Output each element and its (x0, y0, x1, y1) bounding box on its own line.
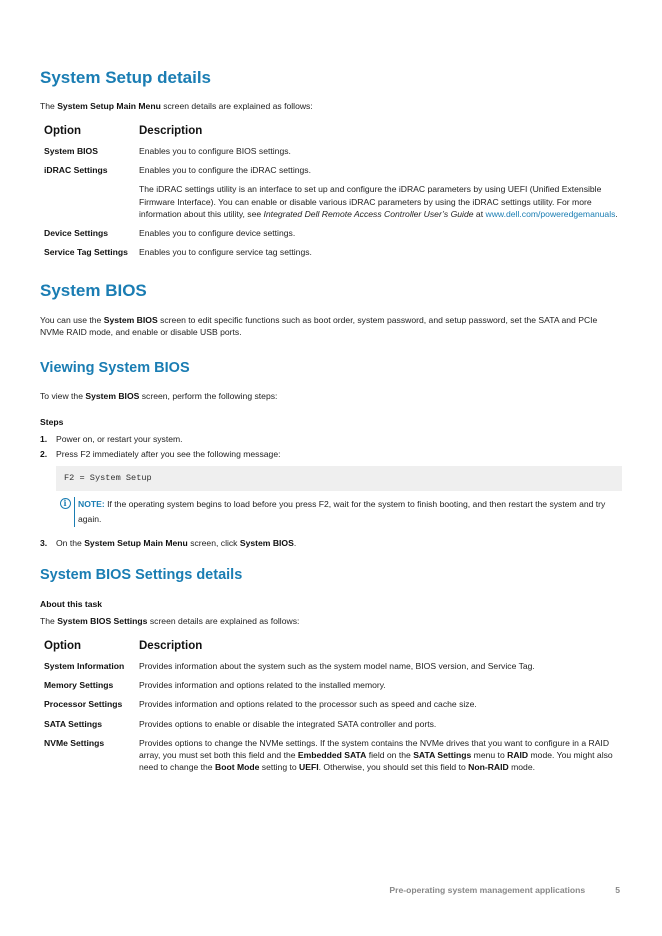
column-header-option: Option (44, 639, 82, 652)
step-text: Power on, or restart your system. (56, 433, 183, 444)
idrac-desc-extra: The iDRAC settings utility is an interface to set up and configure the iDRAC parameters by using UEFI (Unified Extensible Firmware Interface). You can enable or disable various iDRAC parameters by using the iDRAC settings utility. For more information about this utility, see Integrated Dell Remote Access Controller User’s Guide at www.dell.com/poweredgemanuals. (139, 184, 618, 219)
option-cell: Device Settings (44, 227, 108, 238)
table-row (40, 162, 622, 225)
note-text: NOTE: If the operating system begins to load before you press F2, wait for the system to finish booting, and then restart the system and try again. (74, 497, 622, 527)
step-text: Press F2 immediately after you see the following message: (56, 449, 281, 460)
description-cell: Provides options to enable or disable the integrated SATA controller and ports. (139, 718, 437, 729)
option-cell: NVMe Settings (44, 737, 105, 748)
system-bios-paragraph: You can use the System BIOS screen to edit specific functions such as boot order, system password, and setup password, set the SATA and PCIe NVMe RAID mode, and enable or disable USB ports. (40, 314, 598, 337)
description-cell: Provides options to change the NVMe settings. If the system contains the NVMe drives that you want to configure in a RAID array, you must set both this field and the Embedded SATA field on the SATA Settings menu to RAID mode. You might also need to change the Boot Mode setting to UEFI. Otherwise, you should set this field to Non-RAID mode. (139, 737, 613, 773)
viewing-intro: To view the System BIOS screen, perform the following steps: (40, 390, 278, 401)
column-header-description: Description (139, 124, 203, 137)
description-cell (135, 162, 622, 225)
column-header-description: Description (139, 639, 203, 652)
about-this-task-label: About this task (40, 599, 103, 610)
table-row (40, 658, 622, 677)
page-content (40, 68, 622, 778)
idrac-desc-line: Enables you to configure the iDRAC settings. (139, 165, 311, 176)
step-2 (40, 448, 622, 460)
step-3 (40, 537, 622, 549)
option-cell: iDRAC Settings (44, 165, 108, 176)
table-row (40, 735, 622, 779)
footer-chapter-title: Pre-operating system management applications (389, 885, 586, 895)
code-block: F2 = System Setup (56, 466, 622, 490)
description-cell: Provides information about the system such as the system model name, BIOS version, and Service Tag. (139, 660, 535, 671)
dell-manuals-link[interactable]: www.dell.com/poweredgemanuals (485, 208, 616, 219)
heading-system-bios: System BIOS (40, 281, 147, 301)
bios-settings-intro: The System BIOS Settings screen details are explained as follows: (40, 616, 300, 627)
system-setup-intro: The System Setup Main Menu screen details are explained as follows: (40, 101, 313, 112)
step-number: 2. (40, 449, 48, 460)
note-box (56, 497, 622, 527)
description-cell: Enables you to configure device settings. (139, 227, 296, 238)
table-row (40, 696, 622, 715)
option-cell: System Information (44, 660, 125, 671)
page-footer (389, 884, 620, 896)
step-text: On the System Setup Main Menu screen, click System BIOS. (56, 537, 297, 548)
description-cell: Enables you to configure BIOS settings. (139, 145, 291, 156)
option-cell: SATA Settings (44, 718, 103, 729)
table-row (40, 716, 622, 735)
step-number: 3. (40, 537, 48, 548)
option-cell: Service Tag Settings (44, 247, 128, 258)
option-cell: System BIOS (44, 145, 98, 156)
heading-viewing-system-bios: Viewing System BIOS (40, 360, 190, 377)
option-cell: Memory Settings (44, 680, 114, 691)
column-header-option: Option (44, 124, 82, 137)
steps-label: Steps (40, 416, 64, 427)
table-row (40, 225, 622, 244)
description-cell: Enables you to configure service tag settings. (139, 247, 312, 258)
option-cell: Processor Settings (44, 699, 123, 710)
info-icon: i (56, 497, 74, 527)
table-header-row (40, 638, 622, 658)
bios-settings-table (40, 638, 622, 779)
table-row (40, 677, 622, 696)
description-cell: Provides information and options related to the processor such as speed and cache size. (139, 699, 477, 710)
description-cell: Provides information and options related to the installed memory. (139, 680, 386, 691)
step-number: 1. (40, 433, 48, 444)
system-setup-table (40, 123, 622, 264)
heading-system-setup-details: System Setup details (40, 68, 212, 87)
step-1 (40, 433, 622, 445)
page-number: 5 (615, 885, 620, 895)
table-header-row (40, 123, 622, 143)
table-row (40, 143, 622, 162)
heading-system-bios-settings-details: System BIOS Settings details (40, 566, 243, 583)
table-row (40, 244, 622, 263)
